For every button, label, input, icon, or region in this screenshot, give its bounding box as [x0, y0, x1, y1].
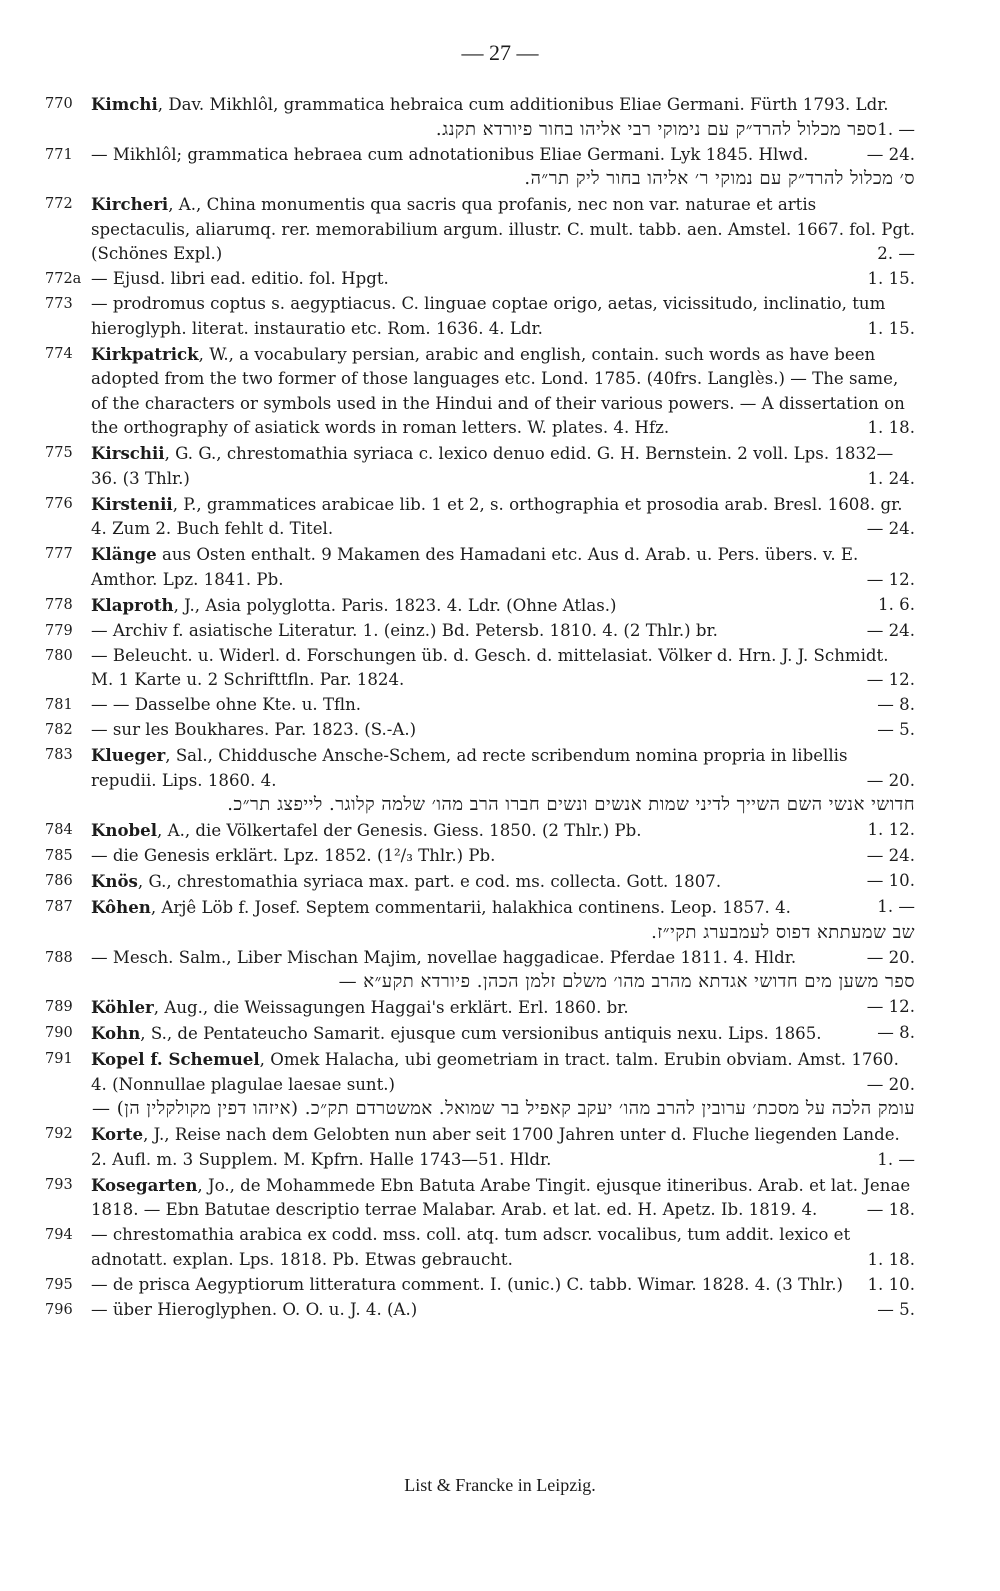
entry-author: Knobel [91, 820, 158, 840]
entry-description: aus Osten enthalt. 9 Makamen des Hamadani etc. Aus d. Arab. u. Pers. übers. v. E. Amthor. Lpz. 1841. Pb. [91, 545, 859, 589]
entry-price: 1. — [877, 897, 915, 916]
entry-price: — 12. [866, 569, 915, 589]
entry-price: — 10. [866, 871, 915, 890]
catalog-entry [45, 693, 915, 718]
page-number: — 27 — [461, 40, 539, 65]
catalog-entry [45, 869, 915, 895]
entry-text [91, 441, 915, 491]
entry-text [91, 1021, 915, 1047]
entry-description: — sur les Boukhares. Par. 1823. (S.-A.) [91, 720, 417, 739]
entry-description: — prodromus coptus s. aegyptiacus. C. linguae coptae origo, aetas, vicissitudo, inclinatio, tum hieroglyph. literat. instauratio etc. Rom. 1636. 4. Ldr. [91, 294, 886, 338]
catalog-entry [45, 995, 915, 1021]
entry-description: , G. G., chrestomathia syriaca c. lexico denuo edid. G. H. Bernstein. 2 voll. Lps. 1832—36. (3 Thlr.) [91, 444, 894, 488]
catalog-entry [45, 844, 915, 869]
entry-text [91, 619, 915, 644]
entry-author: Kohn [91, 1023, 141, 1043]
entry-price: 1. 12. [867, 820, 915, 839]
entry-number: 792 [45, 1126, 73, 1142]
entry-price: — 20. [866, 947, 915, 967]
catalog-entry [45, 542, 915, 592]
entry-price: — 8. [877, 1023, 915, 1042]
entry-author: Kirkpatrick [91, 343, 199, 364]
entry-number: 779 [45, 622, 73, 639]
entry-price: — 24. [866, 144, 915, 164]
entry-price: 1. 24. [867, 468, 915, 488]
entry-number: 777 [45, 546, 73, 562]
catalog-entry [45, 492, 915, 542]
entry-description: — — Dasselbe ohne Kte. u. Tfln. [91, 695, 362, 714]
entry-number: 795 [45, 1276, 73, 1293]
entry-number: 775 [45, 445, 73, 461]
entry-number: 788 [45, 949, 73, 966]
entry-text [91, 1047, 915, 1097]
catalog-entry [45, 292, 915, 341]
entry-hebrew-title: עומק הלכה על מסכת׳ ערובין להרב מהו׳ יעקב קאפיל בר שמואל. אמשטרדם תק״כ. (איזהו דפין מקולקלין הן) — [92, 1098, 915, 1119]
entry-description: , A., China monumentis qua sacris qua profanis, nec non var. naturae et artis spectaculis, aliarumq. rer. memorabilium argum. illustr. C. mult. tabb. aen. Amstel. 1667. fol. Pgt. (Schönes Expl.) [91, 195, 916, 263]
entry-number: 771 [45, 146, 73, 163]
entry-text [91, 192, 915, 267]
catalog-entry [45, 1047, 915, 1122]
entry-number: 784 [45, 822, 73, 838]
entry-description: , Jo., de Mohammede Ebn Batuta Arabe Tingit. ejusque itineribus. Arab. et lat. Jenae 1818. — Ebn Batutae descriptio terrae Malabar. Arab. et lat. ed. H. Apetz. Ib. 1819. 4. [91, 1175, 911, 1219]
entry-description: — Beleucht. u. Widerl. d. Forschungen üb. d. Gesch. d. mittelasiat. Völker d. Hrn. J. J. Schmidt. M. 1 Karte u. 2 Schrifttfln. Par. 1824. [91, 645, 889, 689]
entry-number: 790 [45, 1025, 73, 1041]
catalog-entries [45, 92, 915, 1323]
entry-description: — Mikhlôl; grammatica hebraea cum adnotationibus Eliae Germani. Lyk 1845. Hlwd. [91, 144, 809, 164]
entry-description: — über Hieroglyphen. O. O. u. J. 4. (A.) [91, 1299, 418, 1319]
entry-number: 782 [45, 722, 73, 738]
catalog-entry [45, 818, 915, 844]
entry-price: 1. 15. [867, 269, 915, 288]
entry-author: Korte [91, 1124, 144, 1144]
entry-author: Klueger [91, 745, 166, 765]
entry-number: 794 [45, 1227, 73, 1243]
catalog-entry [45, 441, 915, 491]
entry-number: 778 [45, 596, 73, 613]
entry-price: — 24. [866, 519, 915, 538]
entry-description: — Mesch. Salm., Liber Mischan Majim, novellae haggadicae. Pferdae 1811. 4. Hldr. [91, 947, 797, 967]
entry-number: 787 [45, 899, 73, 915]
entry-text [91, 492, 915, 542]
entry-price: 1. — [877, 119, 915, 139]
catalog-entry [45, 895, 915, 945]
entry-text [91, 743, 915, 793]
entry-number: 796 [45, 1301, 73, 1318]
catalog-entry [45, 267, 915, 292]
entry-price: — 20. [866, 1074, 915, 1094]
entry-price: 1. 15. [867, 318, 915, 338]
entry-price: — 12. [866, 670, 915, 689]
entry-price: — 24. [866, 620, 915, 640]
entry-author: Knös [91, 871, 138, 891]
entry-description: , Aug., die Weissagungen Haggai's erklärt. Erl. 1860. br. [153, 998, 629, 1017]
catalog-entry [45, 1122, 915, 1172]
entry-text [91, 895, 915, 921]
entry-description: , J., Reise nach dem Gelobten nun aber seit 1700 Jahren unter d. Fluche liegenden Lande. 2. Aufl. m. 3 Supplem. M. Kpfrn. Halle 1743—51. Hldr. [91, 1125, 900, 1169]
publisher-footer: List & Francke in Leipzig. [404, 1475, 596, 1495]
entry-description: — chrestomathia arabica ex codd. mss. coll. atq. tum adscr. vocalibus, tum addit. lexico et adnotatt. explan. Lps. 1818. Pb. Etwas gebraucht. [91, 1225, 851, 1269]
catalog-entry [45, 1173, 915, 1223]
entry-price: 1. 10. [867, 1274, 915, 1294]
entry-price: 1. — [877, 1149, 915, 1169]
entry-number: 776 [45, 495, 73, 512]
entry-number: 772 [45, 196, 73, 212]
entry-number: 774 [45, 345, 73, 362]
entry-text [91, 143, 915, 168]
entry-description: , A., die Völkertafel der Genesis. Giess. 1850. (2 Thlr.) Pb. [157, 821, 642, 840]
catalog-entry [45, 619, 915, 644]
entry-price: 2. — [877, 244, 915, 263]
entry-number: 780 [45, 647, 73, 664]
entry-hebrew-title: ספר משען מים חדושי אגדתא מהרב מהו׳ משלם זלמן הכהן. פיורדא תקע״א — [338, 971, 915, 992]
entry-number: 770 [45, 96, 73, 112]
entry-text [91, 1298, 915, 1323]
entry-hebrew-title: שב שמעתתא דפוס לעמבערג תקי״ז. [651, 921, 915, 943]
entry-text [91, 946, 915, 971]
entry-text [91, 1223, 915, 1272]
entry-price: — 5. [877, 1299, 915, 1319]
entry-author: Kirstenii [91, 493, 173, 514]
catalog-entry [45, 1021, 915, 1047]
entry-text [91, 342, 915, 441]
catalog-entry [45, 342, 915, 441]
entry-text [91, 718, 915, 743]
entry-price: — 5. [877, 720, 915, 739]
entry-author: Kircheri [91, 194, 169, 214]
entry-text [91, 542, 915, 592]
entry-description: — de prisca Aegyptiorum litteratura comment. I. (unic.) C. tabb. Wimar. 1828. 4. (3 Thlr.) [91, 1274, 844, 1294]
entry-author: Kôhen [91, 897, 151, 917]
catalog-entry [45, 1298, 915, 1323]
entry-number: 772a [45, 271, 82, 287]
entry-description: , Arjê Löb f. Josef. Septem commentarii, halakhica continens. Leop. 1857. 4. [150, 898, 791, 917]
catalog-entry [45, 718, 915, 743]
entry-text [91, 818, 915, 844]
entry-description: , Dav. Mikhlôl, grammatica hebraica cum additionibus Eliae Germani. Fürth 1793. Ldr. [157, 95, 889, 114]
catalog-entry [45, 743, 915, 818]
entry-number: 791 [45, 1051, 73, 1067]
entry-text [91, 1173, 915, 1223]
entry-description: — Ejusd. libri ead. editio. fol. Hpgt. [91, 269, 389, 288]
entry-author: Köhler [91, 997, 154, 1017]
entry-text [91, 593, 915, 619]
entry-text [91, 995, 915, 1021]
entry-price: 1. 6. [878, 594, 915, 614]
entry-hebrew-title: ס׳ מכלול להרד״ק עם נמוקי ר׳ אליהו בחור ליק תר״ה. [524, 168, 915, 189]
entry-price: 1. 18. [867, 1249, 915, 1269]
entry-number: 773 [45, 296, 73, 312]
entry-text [91, 1122, 915, 1172]
entry-author: Klänge [91, 544, 157, 564]
entry-author: Kimchi [91, 94, 158, 114]
entry-number: 786 [45, 873, 73, 889]
catalog-entry [45, 1223, 915, 1272]
entry-author: Kopel f. Schemuel [91, 1049, 260, 1069]
entry-description: , W., a vocabulary persian, arabic and english, contain. such words as have been adopted from the two former of those languages etc. Lond. 1785. (40frs. Langlès.) — The same, of the characters or symbols used in the Hindui and of their various powers. — A dissertation on the orthography of asiatick words in roman letters. W. plates. 4. Hfz. [91, 344, 905, 437]
entry-price: 1. 18. [867, 418, 915, 437]
entry-description: , J., Asia polyglotta. Paris. 1823. 4. Ldr. (Ohne Atlas.) [173, 595, 617, 615]
catalog-entry [45, 593, 915, 619]
entry-number: 783 [45, 747, 73, 763]
entry-text [91, 693, 915, 718]
catalog-entry [45, 946, 915, 995]
catalog-entry [45, 1273, 915, 1298]
catalog-entry [45, 143, 915, 192]
catalog-entry [45, 644, 915, 693]
entry-price: — 8. [877, 695, 915, 714]
entry-author: Klaproth [91, 594, 174, 615]
catalog-entry [45, 192, 915, 267]
entry-description: — Archiv f. asiatische Literatur. 1. (einz.) Bd. Petersb. 1810. 4. (2 Thlr.) br. [91, 620, 718, 640]
entry-description: , Omek Halacha, ubi geometriam in tract. talm. Erubin obviam. Amst. 1760. 4. (Nonnullae plagulae laesae sunt.) [91, 1050, 899, 1094]
entry-text [91, 267, 915, 292]
entry-description: — die Genesis erklärt. Lpz. 1852. (1²/₃ Thlr.) Pb. [91, 846, 496, 865]
entry-hebrew-title: ספר מכלול להרד״ק עם נימוקי רבי אליהו בחור פיורדא תקנג. [435, 118, 878, 140]
entry-description: , G., chrestomathia syriaca max. part. e cod. ms. collecta. Gott. 1807. [137, 872, 722, 891]
entry-text [91, 869, 915, 895]
entry-number: 789 [45, 999, 73, 1015]
entry-description: , Sal., Chiddusche Ansche-Schem, ad recte scribendum nomina propria in libellis repudii. Lips. 1860. 4. [91, 746, 848, 790]
entry-number: 793 [45, 1176, 73, 1193]
entry-hebrew-title: חדושי אנשי השם השייך לדיני שמות אנשים ונשים חברו הרב מהו׳ שלמה קלוגר. לייפצג תר״כ. [227, 794, 915, 815]
entry-price: — 20. [866, 770, 915, 790]
entry-number: 785 [45, 848, 73, 864]
entry-description: , S., de Pentateucho Samarit. ejusque cum versionibus antiquis nexu. Lips. 1865. [140, 1024, 822, 1043]
entry-text [91, 292, 915, 341]
entry-text [91, 844, 915, 869]
entry-price: — 12. [866, 997, 915, 1016]
entry-text [91, 644, 915, 693]
catalog-entry [45, 92, 915, 142]
entry-text [91, 1273, 915, 1298]
entry-author: Kirschii [91, 443, 165, 463]
entry-author: Kosegarten [91, 1174, 198, 1195]
entry-number: 781 [45, 697, 73, 713]
entry-price: — 24. [866, 846, 915, 865]
entry-description: , P., grammatices arabicae lib. 1 et 2, s. orthographia et prosodia arab. Bresl. 1608. gr. 4. Zum 2. Buch fehlt d. Titel. [91, 494, 903, 538]
entry-price: — 18. [866, 1200, 915, 1219]
